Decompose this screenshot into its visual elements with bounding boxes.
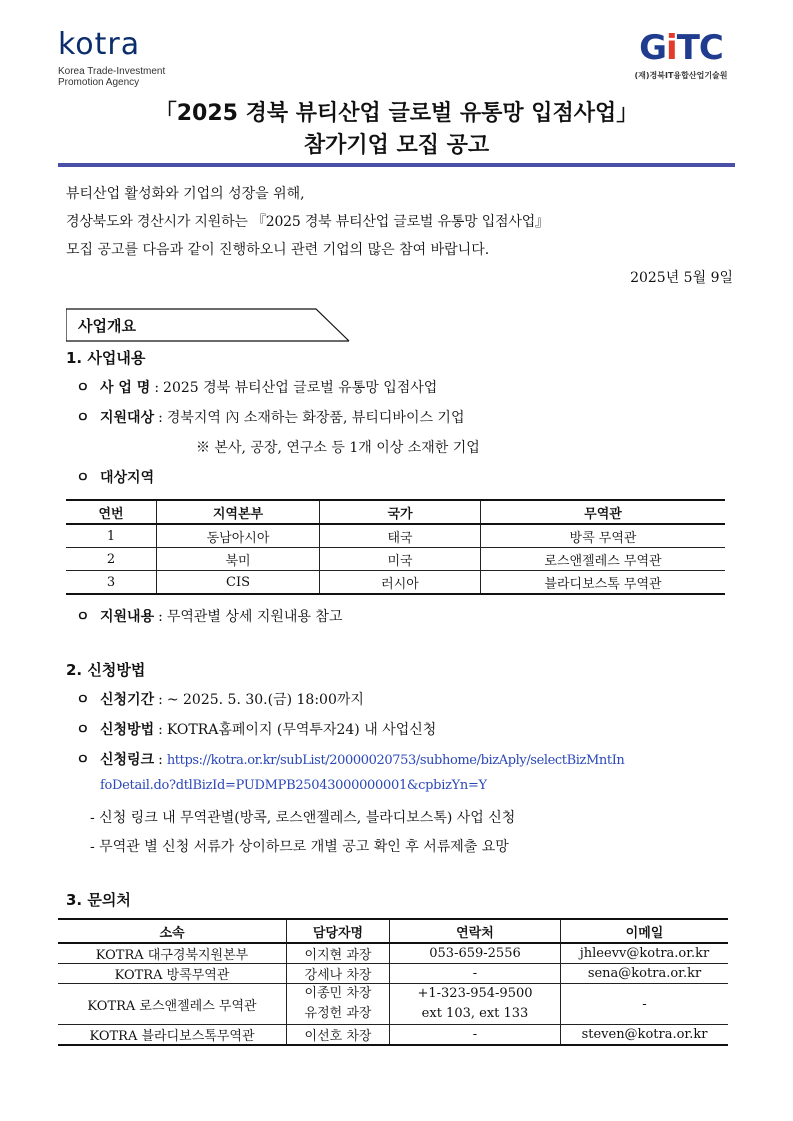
col-header: 소속 — [58, 919, 287, 943]
table-cell: 1 — [66, 524, 157, 548]
table-row — [58, 964, 728, 984]
announcement-date: 2025년 5월 9일 — [630, 270, 733, 286]
email-link[interactable]: steven@kotra.or.kr — [561, 1025, 729, 1046]
table-cell: 이선호 차장 — [287, 1025, 390, 1046]
table-cell: 이종민 차장 유정헌 과장 — [287, 984, 390, 1025]
table-row — [58, 984, 728, 1025]
col-header: 무역관 — [481, 500, 726, 524]
note-documents: - 무역관 별 신청 서류가 상이하므로 개별 공고 확인 후 서류제출 요망 — [90, 839, 509, 855]
bullet-icon: ㅇ — [76, 410, 90, 426]
table-row — [58, 1025, 728, 1046]
intro-line-1: 뷰티산업 활성화와 기업의 성장을 위해, — [66, 186, 305, 202]
bullet-icon: ㅇ — [76, 752, 90, 768]
intro-line-2: 경상북도와 경산시가 지원하는 『2025 경북 뷰티산업 글로벌 유통망 입점사업』 — [66, 214, 549, 230]
table-cell: 2 — [66, 548, 157, 571]
col-header: 지역본부 — [157, 500, 320, 524]
table-cell: 로스앤젤레스 무역관 — [481, 548, 726, 571]
table-row — [58, 943, 728, 964]
table-cell: 태국 — [320, 524, 481, 548]
col-header: 연락처 — [390, 919, 561, 943]
support-target-note: ※ 본사, 공장, 연구소 등 1개 이상 소재한 기업 — [196, 440, 480, 456]
table-cell: 이지현 과장 — [287, 943, 390, 964]
title-line-2: 참가기업 모집 공고 — [303, 133, 490, 158]
contact-table — [58, 918, 728, 1046]
table-cell: KOTRA 대구경북지원본부 — [58, 943, 287, 964]
region-table — [66, 499, 725, 595]
kotra-logo — [58, 27, 198, 92]
table-cell: KOTRA 로스앤젤레스 무역관 — [58, 984, 287, 1025]
application-link-continued[interactable]: foDetail.do?dtlBizId=PUDMPB25043000000001&cpbizYn=Y — [100, 778, 487, 793]
table-cell: 방콕 무역관 — [481, 524, 726, 548]
application-link[interactable]: https://kotra.or.kr/subList/20000020753/subhome/bizAply/selectBizMntIn — [166, 753, 625, 768]
gitc-logo-subtitle: (재)경북IT융합산업기술원 — [634, 71, 728, 80]
col-header: 이메일 — [561, 919, 729, 943]
table-cell: 블라디보스톡 무역관 — [481, 571, 726, 595]
gitc-logo — [625, 30, 737, 88]
intro-line-3: 모집 공고를 다음과 같이 진행하오니 관련 기업의 많은 참여 바랍니다. — [66, 242, 490, 258]
table-cell: - — [390, 1025, 561, 1046]
email-link[interactable]: sena@kotra.or.kr — [561, 964, 729, 984]
heading-contact: 3. 문의처 — [66, 891, 131, 909]
item-business-name: ㅇ 사 업 명 : 2025 경북 뷰티산업 글로벌 유통망 입점사업 — [76, 377, 437, 397]
heading-business-content: 1. 사업내용 — [66, 349, 146, 367]
note-per-office: - 신청 링크 내 무역관별(방콕, 로스앤젤레스, 블라디보스톡) 사업 신청 — [90, 810, 516, 826]
table-cell: +1-323-954-9500 ext 103, ext 133 — [390, 984, 561, 1025]
region-table-header — [66, 500, 725, 524]
kotra-logo-word: kotra — [58, 27, 141, 62]
table-cell: 북미 — [157, 548, 320, 571]
table-row — [66, 571, 725, 595]
bullet-icon: ㅇ — [76, 722, 90, 738]
item-support-target: ㅇ 지원대상 : 경북지역 內 소재하는 화장품, 뷰티디바이스 기업 — [76, 407, 464, 427]
bullet-icon: ㅇ — [76, 692, 90, 708]
intro-paragraph — [66, 180, 733, 292]
table-cell: 동남아시아 — [157, 524, 320, 548]
item-application-period: ㅇ 신청기간 : ~ 2025. 5. 30.(금) 18:00까지 — [76, 689, 364, 709]
gitc-logo-word: GiTC — [639, 28, 723, 68]
table-cell: KOTRA 방콕무역관 — [58, 964, 287, 984]
heading-application-method: 2. 신청방법 — [66, 661, 146, 679]
item-support-content: ㅇ 지원내용 : 무역관별 상세 지원내용 참고 — [76, 606, 342, 626]
section-title: 사업개요 — [78, 317, 136, 335]
bullet-icon: ㅇ — [76, 470, 90, 486]
item-application-way: ㅇ 신청방법 : KOTRA홈페이지 (무역투자24) 내 사업신청 — [76, 719, 436, 739]
kotra-logo-subtitle: Korea Trade-Investment Promotion Agency — [58, 66, 166, 88]
title-line-1: 「2025 경북 뷰티산업 글로벌 유통망 입점사업」 — [154, 101, 639, 126]
contact-table-header — [58, 919, 728, 943]
bullet-icon: ㅇ — [76, 609, 90, 625]
table-cell: 러시아 — [320, 571, 481, 595]
table-cell: - — [561, 984, 729, 1025]
col-header: 국가 — [320, 500, 481, 524]
table-cell: 053-659-2556 — [390, 943, 561, 964]
email-link[interactable]: jhleevv@kotra.or.kr — [561, 943, 729, 964]
col-header: 연번 — [66, 500, 157, 524]
col-header: 담당자명 — [287, 919, 390, 943]
page-title — [58, 98, 735, 162]
table-cell: 3 — [66, 571, 157, 595]
table-cell: KOTRA 블라디보스톡무역관 — [58, 1025, 287, 1046]
table-cell: - — [390, 964, 561, 984]
table-cell: CIS — [157, 571, 320, 595]
title-divider — [58, 163, 735, 167]
bullet-icon: ㅇ — [76, 380, 90, 396]
table-row — [66, 524, 725, 548]
item-target-region: ㅇ 대상지역 — [76, 467, 154, 487]
section-tab — [66, 307, 350, 343]
table-cell: 강세나 차장 — [287, 964, 390, 984]
table-cell: 미국 — [320, 548, 481, 571]
item-application-link: ㅇ 신청링크 : https://kotra.or.kr/subList/20000020753/subhome/bizAply/selectBizMntIn — [76, 749, 624, 769]
table-row — [66, 548, 725, 571]
